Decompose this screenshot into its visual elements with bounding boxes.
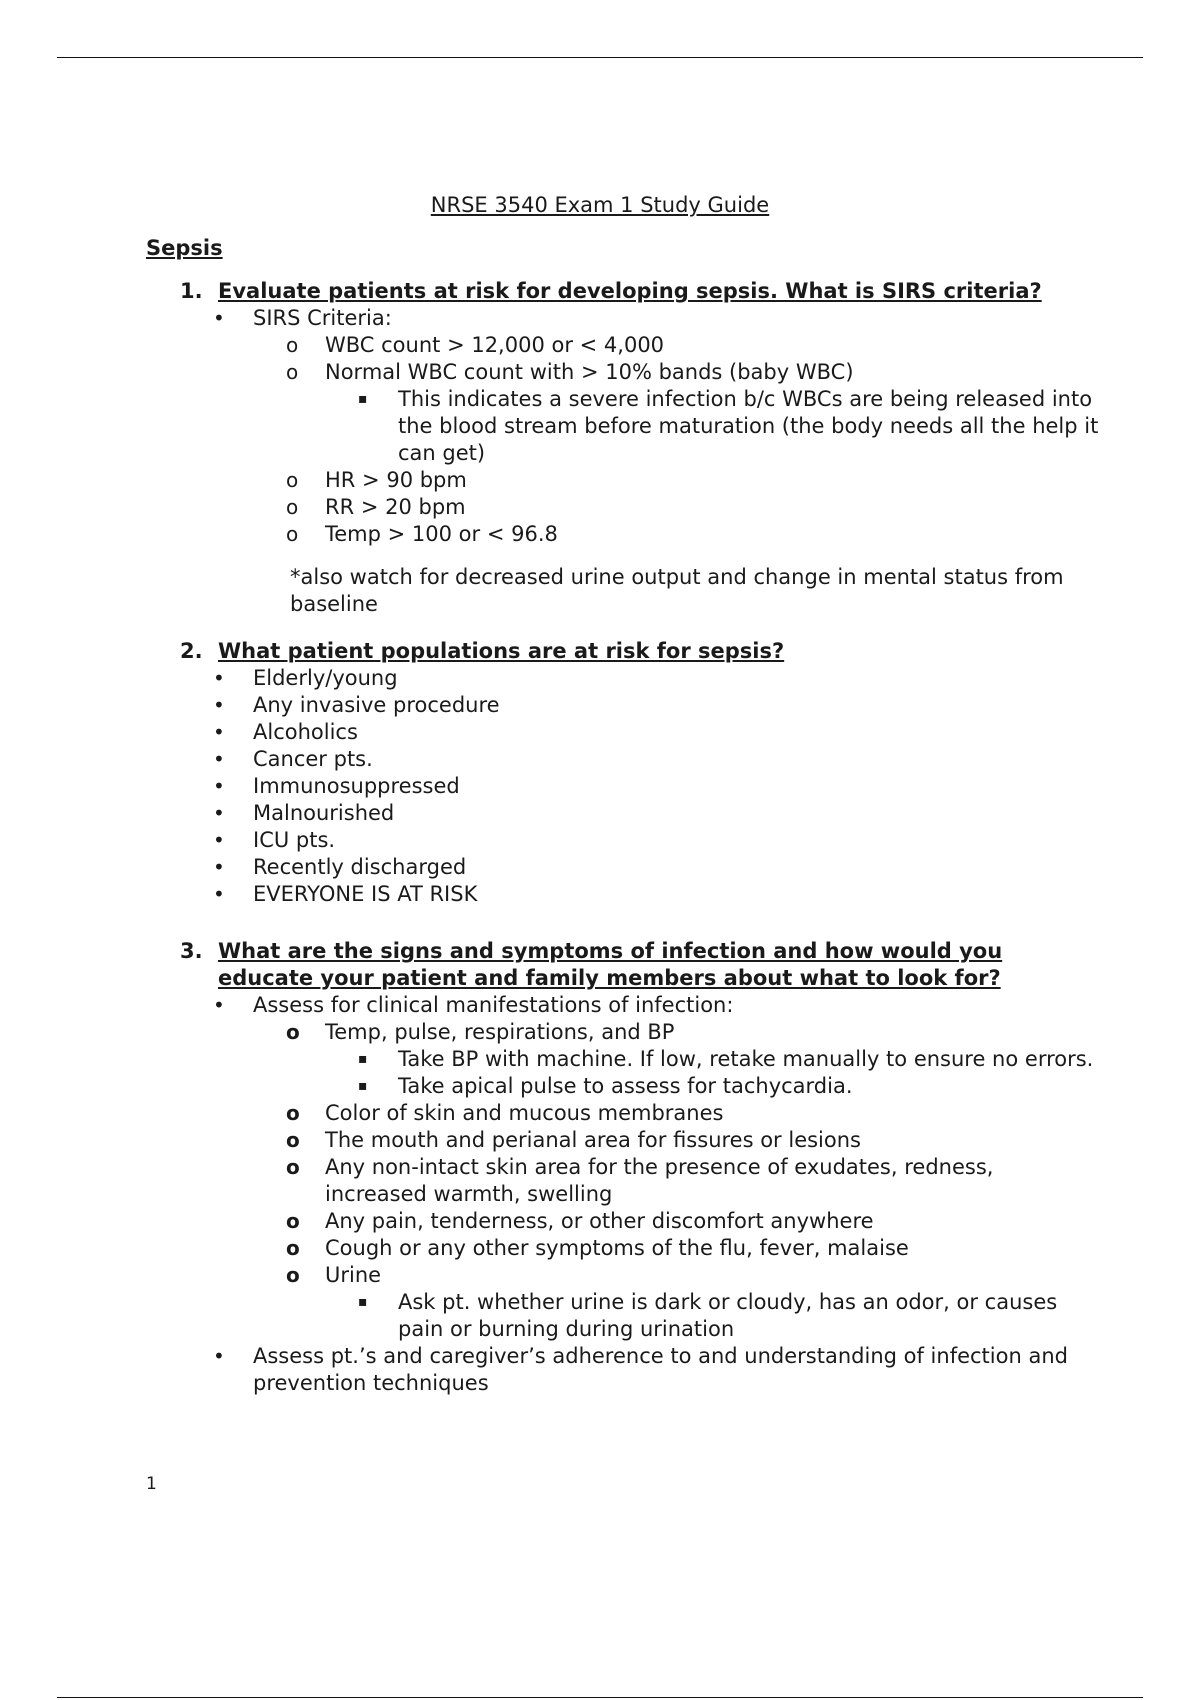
list-item-text: Color of skin and mucous membranes <box>325 1101 724 1125</box>
question-2 <box>180 638 1100 665</box>
circle-marker: o <box>286 1128 300 1152</box>
footer-rule <box>57 1697 1143 1698</box>
bullet-marker: • <box>213 828 225 852</box>
page-number: 1 <box>146 1474 157 1494</box>
circle-marker: o <box>286 495 299 519</box>
list-item-sirs-criteria <box>180 305 1100 548</box>
list-item <box>180 773 1100 800</box>
list-item <box>180 881 1100 908</box>
question-2-text: What patient populations are at risk for sepsis? <box>218 639 785 663</box>
list-item <box>253 1127 1100 1154</box>
bullet-marker: • <box>213 855 225 879</box>
list-item-text: RR > 20 bpm <box>325 495 466 519</box>
list-item <box>180 854 1100 881</box>
square-marker: ▪ <box>358 1051 368 1067</box>
circle-marker: o <box>286 1236 300 1260</box>
bullet-marker: • <box>213 774 225 798</box>
list-item-text: Elderly/young <box>253 666 398 690</box>
list-item <box>180 827 1100 854</box>
circle-marker: o <box>286 333 299 357</box>
list-item <box>253 1019 1100 1100</box>
bullet-marker: • <box>213 747 225 771</box>
question-2-list <box>180 665 1100 908</box>
list-item-text: WBC count > 12,000 or < 4,000 <box>325 333 665 357</box>
bullet-marker: • <box>213 1344 225 1368</box>
list-item <box>325 1046 1100 1073</box>
bullet-marker: • <box>213 666 225 690</box>
list-item-text: Immunosuppressed <box>253 774 460 798</box>
circle-marker: o <box>286 360 299 384</box>
bullet-marker: • <box>213 693 225 717</box>
list-item <box>253 494 1100 521</box>
list-item <box>253 1235 1100 1262</box>
list-item-text: Any non-intact skin area for the presence of exudates, redness, increased warmth, swelling <box>325 1155 994 1206</box>
list-item <box>325 386 1100 467</box>
list-item-text: HR > 90 bpm <box>325 468 467 492</box>
vitals-sublist <box>325 1046 1100 1100</box>
list-item-text: SIRS Criteria: <box>253 306 392 330</box>
list-item-text: Take apical pulse to assess for tachycardia. <box>398 1074 853 1098</box>
list-item <box>325 1289 1100 1343</box>
bands-sublist <box>325 386 1100 467</box>
list-item-text: Malnourished <box>253 801 395 825</box>
list-item <box>253 521 1100 548</box>
list-item-text: Assess pt.’s and caregiver’s adherence to and understanding of infection and prevention techniques <box>253 1344 1068 1395</box>
list-item <box>180 692 1100 719</box>
list-item-text: Temp > 100 or < 96.8 <box>325 522 558 546</box>
list-item <box>180 800 1100 827</box>
question-3-block <box>180 938 1100 1397</box>
circle-marker: o <box>286 522 299 546</box>
list-item <box>253 1262 1100 1343</box>
list-item <box>325 1073 1100 1100</box>
urine-sublist <box>325 1289 1100 1343</box>
square-marker: ▪ <box>358 391 368 407</box>
list-item-text: ICU pts. <box>253 828 336 852</box>
list-item-text: Any pain, tenderness, or other discomfort anywhere <box>325 1209 874 1233</box>
list-item <box>253 332 1100 359</box>
list-item <box>180 719 1100 746</box>
list-item-text: Cancer pts. <box>253 747 373 771</box>
list-item <box>253 467 1100 494</box>
list-item-text: Urine <box>325 1263 382 1287</box>
list-item-text: Normal WBC count with > 10% bands (baby WBC) <box>325 360 854 384</box>
also-watch-note: *also watch for decreased urine output and change in mental status from baseline <box>290 565 1064 616</box>
square-marker: ▪ <box>358 1078 368 1094</box>
list-item-text: Ask pt. whether urine is dark or cloudy, has an odor, or causes pain or burning during urination <box>398 1290 1058 1341</box>
list-item-text: Recently discharged <box>253 855 467 879</box>
sirs-criteria-list <box>253 332 1100 548</box>
bullet-marker: • <box>213 720 225 744</box>
question-1-list <box>180 305 1100 548</box>
question-2-number: 2. <box>180 639 203 663</box>
question-3-number: 3. <box>180 939 203 963</box>
question-1 <box>180 278 1100 305</box>
list-item-text: Alcoholics <box>253 720 358 744</box>
circle-marker: o <box>286 1101 300 1125</box>
list-item-text: This indicates a severe infection b/c WBCs are being released into the blood stream before maturation (the body needs all the help it can get) <box>398 387 1099 465</box>
question-3-text: What are the signs and symptoms of infection and how would you educate your patient and family members about what to look for? <box>218 939 1003 990</box>
bullet-marker: • <box>213 993 225 1017</box>
list-item-text: Take BP with machine. If low, retake manually to ensure no errors. <box>398 1047 1094 1071</box>
section-heading-sepsis: Sepsis <box>146 236 223 260</box>
header-rule <box>57 57 1143 58</box>
circle-marker: o <box>286 1209 300 1233</box>
list-item-text: Cough or any other symptoms of the flu, fever, malaise <box>325 1236 909 1260</box>
circle-marker: o <box>286 468 299 492</box>
assessment-list <box>253 1019 1100 1343</box>
circle-marker: o <box>286 1020 300 1044</box>
question-2-block <box>180 638 1100 908</box>
question-1-text: Evaluate patients at risk for developing sepsis. What is SIRS criteria? <box>218 279 1042 303</box>
bullet-marker: • <box>213 801 225 825</box>
bullet-marker: • <box>213 882 225 906</box>
list-item <box>253 1154 1100 1208</box>
question-1-number: 1. <box>180 279 203 303</box>
list-item-clinical-manifestations <box>180 992 1100 1343</box>
question-3 <box>180 938 1100 992</box>
list-item <box>253 359 1100 467</box>
circle-marker: o <box>286 1155 300 1179</box>
square-marker: ▪ <box>358 1294 368 1310</box>
circle-marker: o <box>286 1263 300 1287</box>
list-item <box>180 746 1100 773</box>
list-item-text: The mouth and perianal area for fissures or lesions <box>325 1128 861 1152</box>
list-item-text: Any invasive procedure <box>253 693 500 717</box>
list-item <box>253 1100 1100 1127</box>
list-item <box>180 665 1100 692</box>
question-1-block <box>180 278 1100 618</box>
document-title: NRSE 3540 Exam 1 Study Guide <box>430 193 770 217</box>
list-item-adherence <box>180 1343 1100 1397</box>
bullet-marker: • <box>213 306 225 330</box>
list-item-text: Temp, pulse, respirations, and BP <box>325 1020 675 1044</box>
list-item-text: Assess for clinical manifestations of infection: <box>253 993 734 1017</box>
list-item-text: EVERYONE IS AT RISK <box>253 882 478 906</box>
list-item <box>253 1208 1100 1235</box>
question-3-list <box>180 992 1100 1397</box>
